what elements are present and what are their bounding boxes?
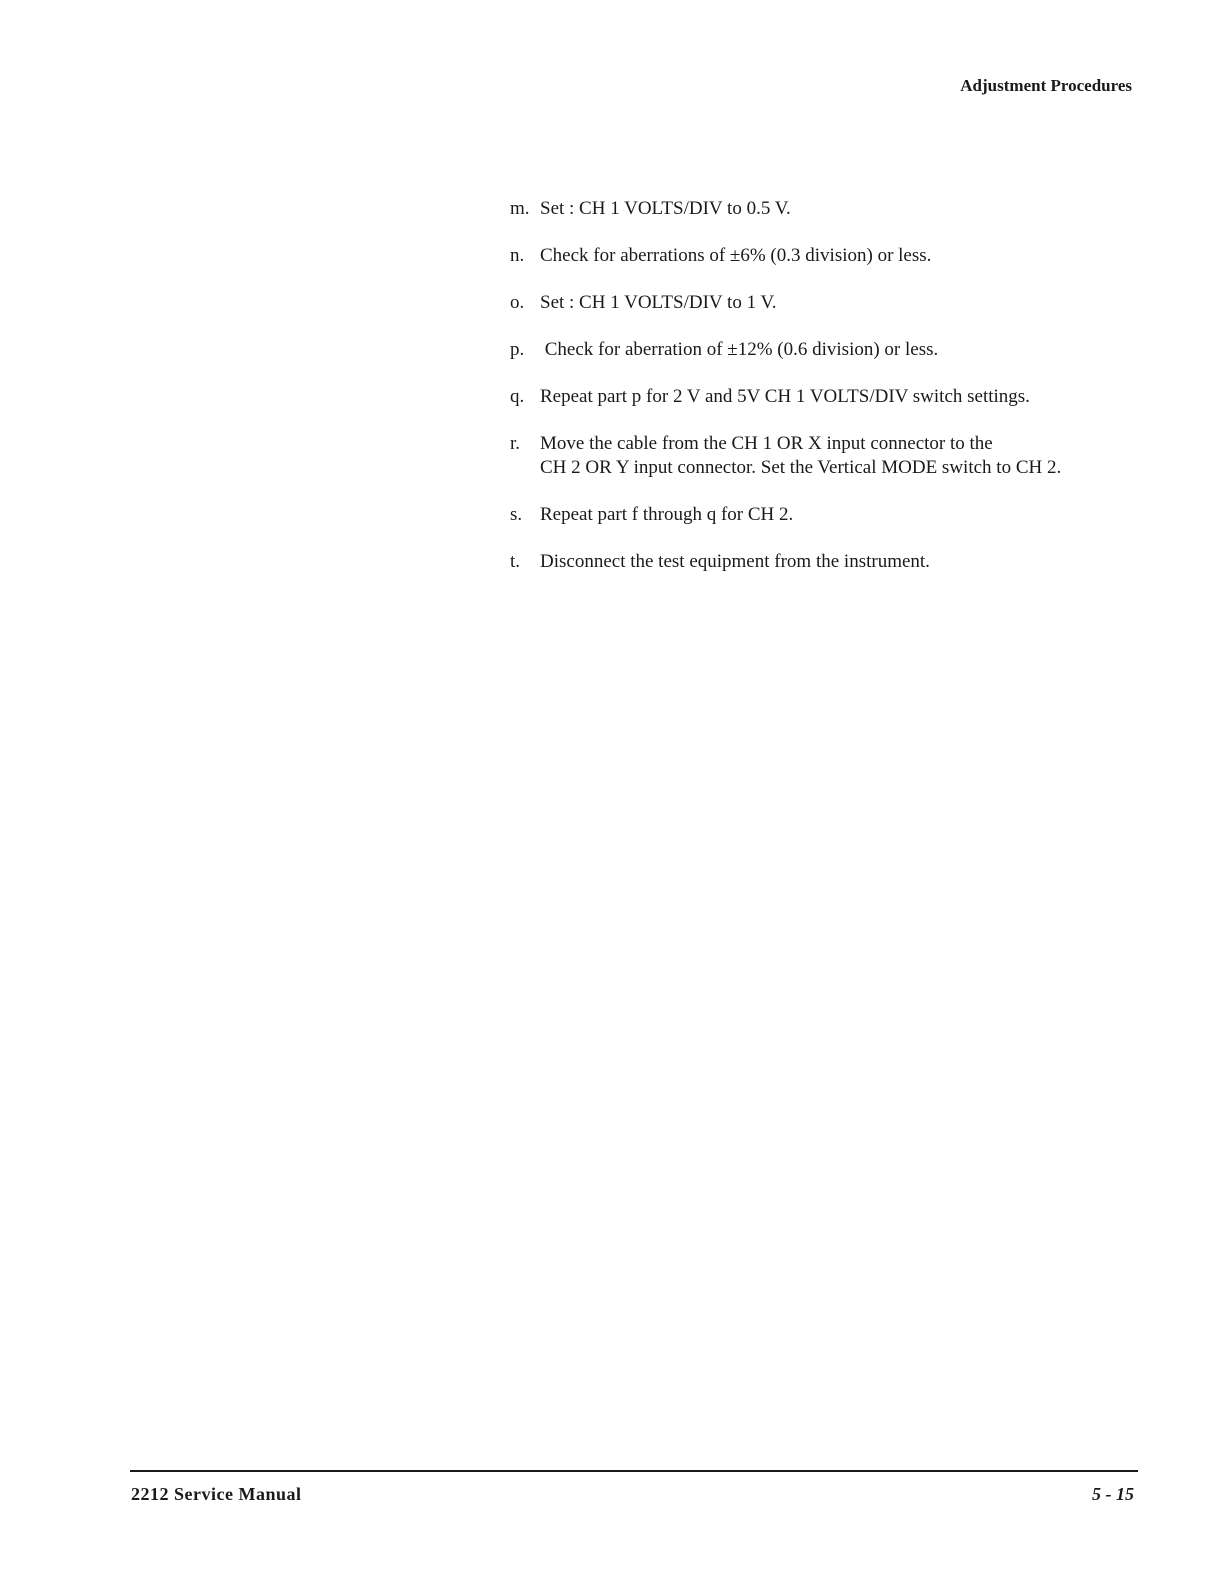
step-text xyxy=(540,338,1150,362)
step-letter: o. xyxy=(510,292,525,313)
step-t xyxy=(510,550,1150,574)
step-o xyxy=(510,291,1150,315)
step-letter: s. xyxy=(510,504,523,525)
step-m xyxy=(510,197,1150,221)
step-letter: q. xyxy=(510,386,525,407)
step-text xyxy=(540,550,1150,574)
step-text-line: Set : CH 1 VOLTS/DIV to 0.5 V. xyxy=(540,198,791,219)
step-text-line: Check for aberration of ±12% (0.6 division) or less. xyxy=(540,339,939,360)
step-letter: t. xyxy=(510,551,521,572)
step-text-line: Disconnect the test equipment from the instrument. xyxy=(540,551,930,572)
step-q xyxy=(510,385,1150,409)
manual-title: 2212 Service Manual xyxy=(131,1484,302,1504)
step-text-line: Set : CH 1 VOLTS/DIV to 1 V. xyxy=(540,292,777,313)
step-text xyxy=(540,244,1150,268)
page-number: 5 - 15 xyxy=(1092,1484,1134,1504)
step-text-line: Repeat part p for 2 V and 5V CH 1 VOLTS/DIV switch settings. xyxy=(540,386,1030,407)
step-text xyxy=(540,197,1150,221)
step-p xyxy=(510,338,1150,362)
step-r xyxy=(510,432,1150,480)
step-text-line: CH 2 OR Y input connector. Set the Vertical MODE switch to CH 2. xyxy=(540,457,1062,478)
step-text xyxy=(540,432,1150,480)
step-text xyxy=(540,503,1150,527)
step-letter: n. xyxy=(510,245,525,266)
footer-divider xyxy=(130,1470,1138,1472)
step-text-line: Move the cable from the CH 1 OR X input connector to the xyxy=(540,433,993,454)
step-text xyxy=(540,385,1150,409)
step-text xyxy=(540,291,1150,315)
step-letter: m. xyxy=(510,198,530,219)
procedure-steps xyxy=(510,197,1150,597)
step-text-line: Repeat part f through q for CH 2. xyxy=(540,504,794,525)
step-n xyxy=(510,244,1150,268)
step-text-line: Check for aberrations of ±6% (0.3 division) or less. xyxy=(540,245,932,266)
step-s xyxy=(510,503,1150,527)
section-title: Adjustment Procedures xyxy=(960,76,1132,95)
step-letter: r. xyxy=(510,433,521,454)
step-letter: p. xyxy=(510,339,525,360)
